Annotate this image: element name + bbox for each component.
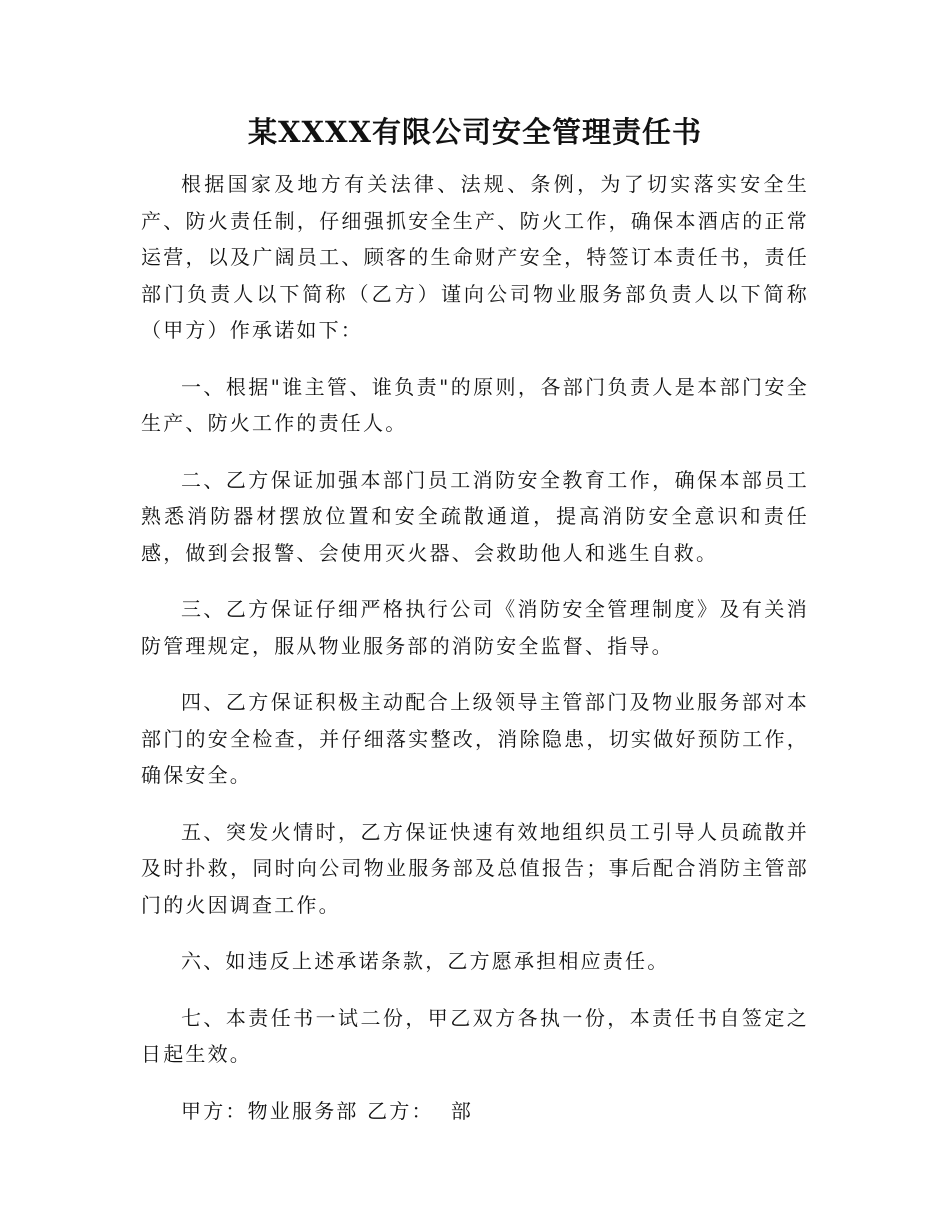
document-page xyxy=(141,108,809,1129)
clause-4: 四、乙方保证积极主动配合上级领导主管部门及物业服务部对本部门的安全检查，并仔细落实整改，消除隐患，切实做好预防工作，确保安全。 xyxy=(141,690,809,787)
document-title: 某XXXX有限公司安全管理责任书 xyxy=(247,115,702,149)
clause-3: 三、乙方保证仔细严格执行公司《消防安全管理制度》及有关消防管理规定，服从物业服务部的消防安全监督、指导。 xyxy=(141,597,809,658)
clause-5: 五、突发火情时，乙方保证快速有效地组织员工引导人员疏散并及时扑救，同时向公司物业服务部及总值报告；事后配合消防主管部门的火因调查工作。 xyxy=(141,819,809,917)
signature-line: 甲方：物业服务部 乙方： 部 xyxy=(181,1098,474,1123)
clause-2: 二、乙方保证加强本部门员工消防安全教育工作，确保本部员工熟悉消防器材摆放位置和安全疏散通道，提高消防安全意识和责任感，做到会报警、会使用灭火器、会救助他人和逃生自救。 xyxy=(141,467,809,565)
clause-6: 六、如违反上述承诺条款，乙方愿承担相应责任。 xyxy=(181,949,670,973)
clause-7: 七、本责任书一试二份，甲乙双方各执一份，本责任书自签定之日起生效。 xyxy=(141,1005,809,1066)
intro-paragraph: 根据国家及地方有关法律、法规、条例，为了切实落实安全生产、防火责任制，仔细强抓安全生产、防火工作，确保本酒店的正常运营，以及广阔员工、顾客的生命财产安全，特签订本责任书，责任部门负责人以下简称（乙方）谨向公司物业服务部负责人以下简称（甲方）作承诺如下： xyxy=(141,172,809,342)
clause-1: 一、根据"谁主管、谁负责"的原则，各部门负责人是本部门安全生产、防火工作的责任人。 xyxy=(141,374,809,435)
clause-list xyxy=(141,369,809,1073)
